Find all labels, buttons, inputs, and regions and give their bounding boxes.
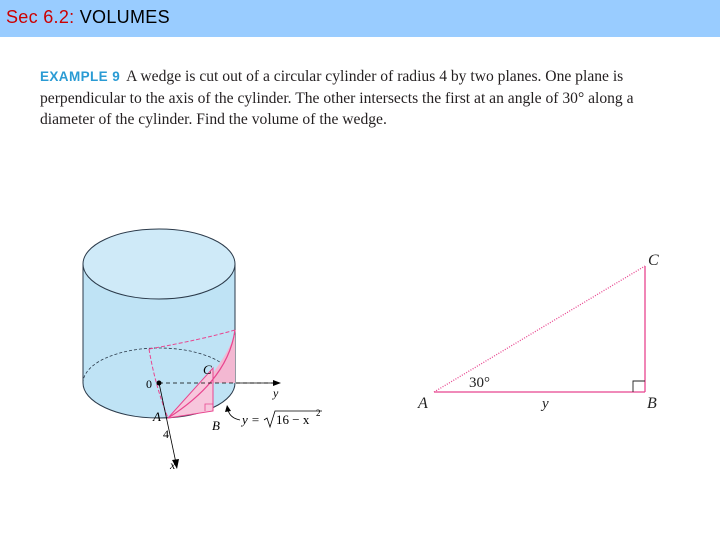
cylinder-wedge-figure	[70, 220, 345, 480]
label-b: B	[212, 418, 220, 433]
title-bar	[0, 0, 720, 37]
cylinder-top	[83, 229, 235, 299]
section-topic: VOLUMES	[74, 7, 170, 27]
triangle-label-b: B	[647, 395, 657, 412]
slide-title	[6, 7, 170, 28]
triangle-label-c: C	[648, 252, 659, 269]
example-text: A wedge is cut out of a circular cylinder of radius 4 by two planes. One plane is perpendicular to the axis of the cylinder. The other intersects the first at an angle of 30° along a diameter of the cylinder. Find the volume of the wedge.	[40, 68, 634, 128]
origin-dot	[157, 381, 162, 386]
triangle-label-a: A	[418, 395, 428, 412]
example-label: EXAMPLE 9	[40, 69, 121, 84]
right-angle-mark-b	[633, 381, 645, 392]
triangle-label-angle: 30°	[469, 375, 490, 391]
equation-pointer	[228, 410, 240, 420]
section-number: Sec 6.2	[6, 7, 70, 27]
title-separator: :	[69, 7, 75, 27]
label-a: A	[153, 409, 161, 424]
equation-pointer-arrow	[225, 405, 231, 412]
equation-lhs: y =	[242, 412, 260, 427]
triangle-figure	[410, 245, 670, 415]
equation-radicand: 16 − x	[276, 412, 310, 427]
label-x-axis: x	[170, 458, 176, 472]
label-radius: 4	[163, 427, 169, 441]
side-ac	[434, 266, 645, 392]
triangle-label-y: y	[542, 396, 549, 412]
equation-exponent: 2	[316, 408, 321, 418]
label-origin: 0	[146, 377, 152, 391]
label-c: C	[203, 362, 212, 377]
example-problem	[40, 66, 690, 131]
label-y-axis: y	[273, 386, 279, 400]
